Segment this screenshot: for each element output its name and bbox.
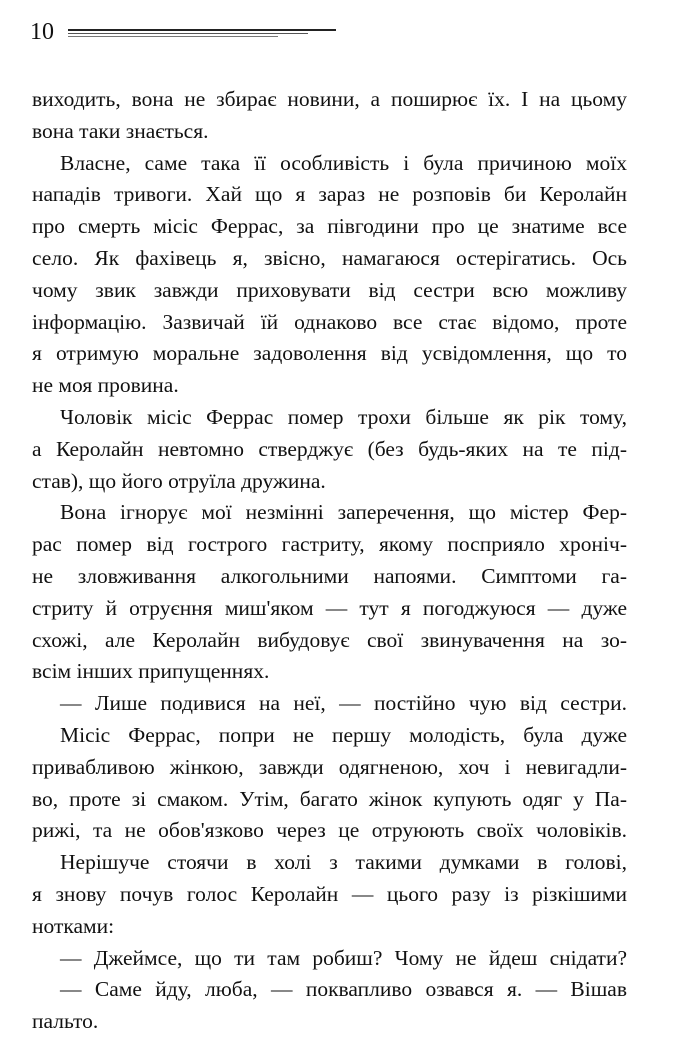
text-line: я отримую моральне задоволення від усвідомлення, що то [32,341,627,366]
text-line: не зловживання алкогольними напоями. Симптоми га- [32,563,627,588]
text-line: стриту й отруєння миш'яком — тут я погоджуюся — дуже [32,595,627,620]
text-line: — Саме йду, люба, — поквапливо озвався я. — Вішав [60,977,627,1002]
text-line: привабливою жінкою, завжди одягненою, хоч і невигадли- [32,754,627,779]
text-line: пальто. [32,1009,99,1034]
text-line: всім інших припущеннях. [32,659,270,684]
text-line: — Лише подивися на неї, — постійно чую від сестри. [60,691,627,716]
text-line: схожі, але Керолайн вибудовує свої звинувачення на зо- [32,627,627,652]
text-line: інформацію. Зазвичай їй однаково все стає відомо, проте [32,309,627,334]
text-line: про смерть місіс Феррас, за півгодини про це знатиме все [32,214,627,239]
text-line: Чоловік місіс Феррас помер трохи більше як рік тому, [60,404,627,429]
text-line: рас помер від гострого гастриту, якому посприяло хроніч- [32,532,627,557]
text-line: не моя провина. [32,373,179,398]
text-line: село. Як фахівець я, звісно, намагаюся остерігатись. Ось [32,245,627,270]
page-number: 10 [30,19,54,45]
text-line: во, проте зі смаком. Утім, багато жінок купують одяг у Па- [32,786,627,811]
text-line: виходить, вона не збирає новини, а поширює їх. І на цьому [32,87,627,111]
text-line: чому звик завжди приховувати від сестри всю можливу [32,277,627,302]
text-line: Нерішуче стоячи в холі з такими думками в голові, [60,850,627,875]
text-line: Власне, саме така її особливість і була причиною моїх [60,150,627,175]
text-line: нотками: [32,913,115,938]
text-line: а Керолайн невтомно стверджує (без будь-яких на те під- [32,436,627,461]
text-line: став), що його отруїла дружина. [32,468,326,493]
header-rule [68,29,336,39]
text-line: Місіс Феррас, попри не першу молодість, була дуже [60,722,627,747]
text-line: вона таки знається. [32,118,209,143]
text-line: рижі, та не обов'язково через це отруюють своїх чоловіків. [32,818,627,843]
text-line: — Джеймсе, що ти там робиш? Чому не йдеш снідати? [60,945,627,970]
text-line: Вона ігнорує мої незмінні заперечення, що містер Фер- [60,500,627,525]
page-header [30,20,350,50]
body-text [32,84,627,1038]
text-line: я знову почув голос Керолайн — цього разу із різкішими [32,881,627,906]
text-line: нападів тривоги. Хай що я зараз не розповів би Керолайн [32,182,627,207]
